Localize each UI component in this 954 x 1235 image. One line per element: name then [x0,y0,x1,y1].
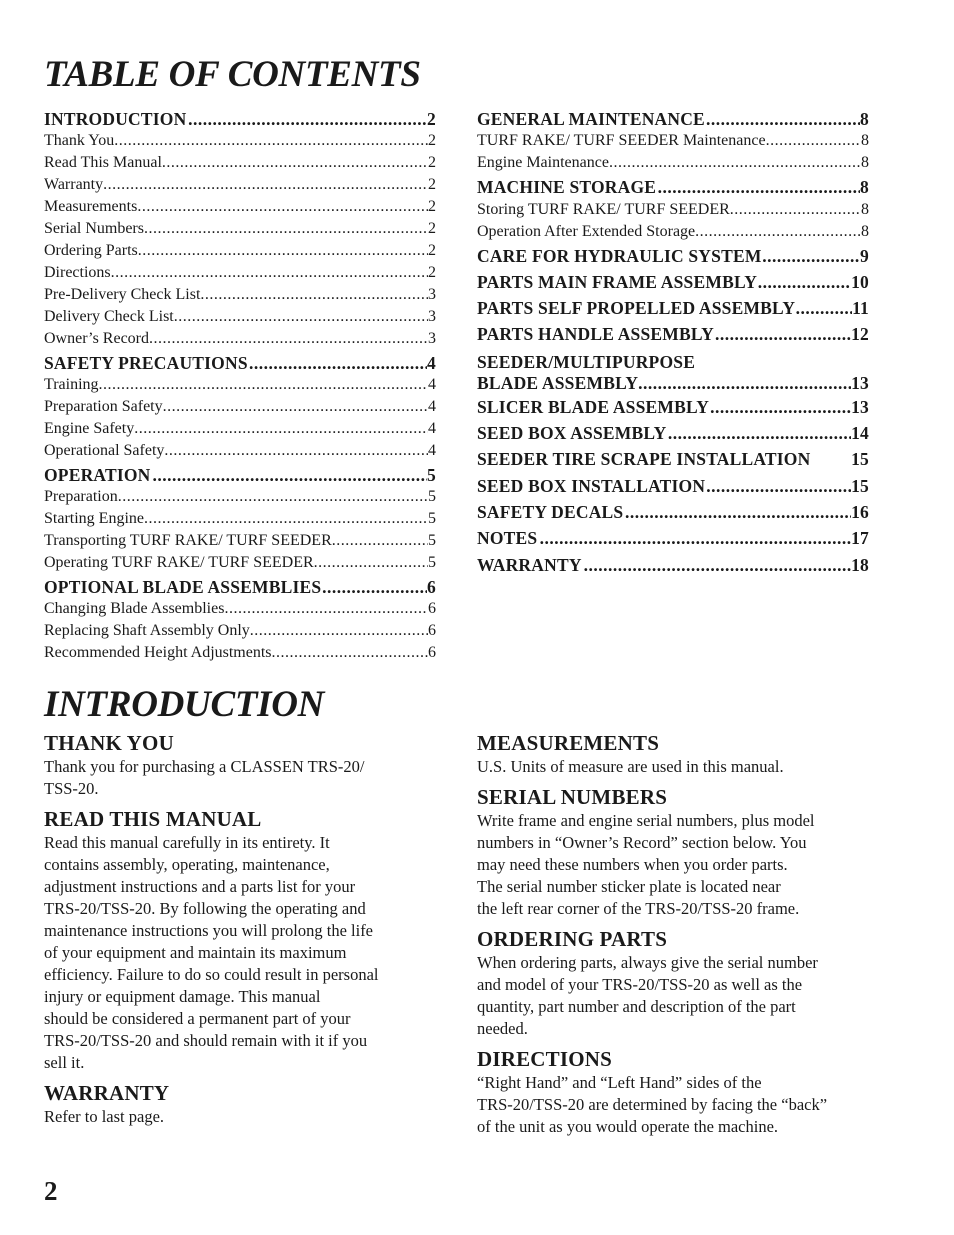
read-manual-text [44,832,444,1074]
measurements-heading: MEASUREMENTS [477,731,660,755]
toc-entry-page: 13 [851,372,869,393]
toc-entry-label: Training [44,376,99,393]
toc-leader-dots [332,530,428,552]
text-line: TRS-20/TSS-20 are determined by facing the “back” [477,1095,828,1114]
toc-entry-page: 10 [851,271,869,292]
toc-entry-page: 11 [852,298,869,319]
toc-entry-label: Engine Maintenance [477,154,609,172]
toc-leader-dots [762,243,860,269]
toc-entry-label: Preparation Safety [44,398,163,415]
toc-leader-dots [134,418,428,440]
text-line: and model of your TRS-20/TSS-20 as well as the [477,975,803,994]
toc-entry [477,130,869,152]
toc-entry [44,418,436,440]
toc-leader-dots [224,598,428,620]
text-line: TSS-20. [44,779,99,798]
toc-entry [44,328,436,350]
toc-entry-page: 14 [851,423,869,444]
toc-entry-label: Starting Engine [44,510,144,527]
toc-entry [477,525,869,551]
toc-entry-label: PARTS HANDLE ASSEMBLY [477,324,714,345]
toc-entry-label: SLICER BLADE ASSEMBLY [477,396,710,417]
toc-leader-dots [200,284,428,306]
toc-leader-dots [250,620,428,642]
toc-entry-page: 6 [428,622,436,639]
toc-entry-label: PARTS MAIN FRAME ASSEMBLY [477,271,758,292]
ordering-parts-heading: ORDERING PARTS [477,927,668,951]
toc-entry-page: 4 [428,442,436,459]
toc-entry [44,462,436,488]
toc-entry-label: SEED BOX INSTALLATION [477,475,706,496]
measurements-text [477,756,877,778]
toc-entry-label: TURF RAKE/ TURF SEEDER Maintenance [477,132,766,150]
toc-entry-page: 5 [428,532,436,549]
toc-entry [477,106,869,132]
toc-entry-page: 5 [428,554,436,571]
toc-entry-label: OPERATION [44,465,151,485]
text-line: adjustment instructions and a parts list for your [44,877,356,896]
toc-entry-label: SEEDER TIRE SCRAPE INSTALLATION [477,449,811,470]
text-line: sell it. [44,1053,85,1072]
thank-you-section [44,730,444,800]
text-line: numbers in “Owner’s Record” section below. You [477,833,807,852]
text-line: quantity, part number and description of the part [477,997,796,1016]
toc-entry [44,174,436,196]
toc-entry [44,486,436,508]
toc-entry-label: Recommended Height Adjustments [44,644,272,661]
intro-right-column [477,730,877,1142]
toc-entry [44,306,436,328]
toc-entry [44,106,436,132]
toc-entry-label: Directions [44,264,111,281]
toc-entry [477,473,869,499]
toc-entry [477,420,869,446]
toc-leader-dots [706,106,860,132]
measurements-section [477,730,877,778]
toc-entry-page: 18 [851,554,869,575]
toc-entry-label: Serial Numbers [44,220,144,237]
serial-numbers-text [477,810,877,920]
toc-leader-dots [638,373,851,394]
toc-leader-dots [103,174,428,196]
toc-entry-page: 15 [851,449,869,470]
toc-leader-dots [144,218,428,240]
toc-entry-label: Operation After Extended Storage [477,222,696,240]
directions-section [477,1046,877,1138]
text-line: Write frame and engine serial numbers, plus model [477,811,815,830]
directions-heading: DIRECTIONS [477,1047,613,1071]
toc-leader-dots [138,240,428,262]
toc-leader-dots [118,486,428,508]
toc-right-column [477,106,869,578]
read-manual-section [44,806,444,1074]
text-line: needed. [477,1019,528,1038]
toc-entry [44,642,436,664]
toc-entry-page: 8 [860,109,869,129]
toc-leader-dots [796,295,852,321]
toc-entry-page: 2 [428,154,436,171]
ordering-parts-section [477,926,877,1040]
thank-you-text [44,756,444,800]
toc-entry [477,152,869,174]
toc-leader-dots [272,642,428,664]
text-line: should be considered a permanent part of your [44,1009,351,1028]
toc-entry-label: Changing Blade Assemblies [44,600,225,617]
toc-entry-label: WARRANTY [477,554,582,575]
toc-entry [44,284,436,306]
toc-entry-page: 4 [427,353,436,373]
toc-leader-dots [658,174,860,200]
directions-text [477,1072,877,1138]
toc-entry [44,196,436,218]
toc-entry [477,243,869,269]
toc-leader-dots [715,321,851,347]
toc-entry-page: 8 [861,200,869,218]
toc-leader-dots [163,396,428,418]
text-line: the left rear corner of the TRS-20/TSS-20 frame. [477,899,800,918]
toc-entry-page: 3 [428,286,436,303]
read-manual-heading: READ THIS MANUAL [44,807,262,831]
toc-entry-label: Engine Safety [44,420,135,437]
text-line: efficiency. Failure to do so could result in personal [44,965,379,984]
toc-entry-page: 13 [851,396,869,417]
toc-entry [477,499,869,525]
toc-entry-label: Storing TURF RAKE/ TURF SEEDER [477,200,730,218]
toc-entry-page: 9 [860,245,869,266]
toc-entry [477,552,869,578]
toc-entry [477,394,869,420]
toc-entry-label: Read This Manual [44,154,162,171]
toc-entry-label: Pre-Delivery Check List [44,286,201,303]
toc-leader-dots [758,269,851,295]
ordering-parts-text [477,952,877,1040]
toc-entry [477,174,869,200]
toc-entry-page: 15 [851,475,869,496]
toc-leader-dots [540,525,852,551]
toc-entry [44,152,436,174]
toc-entry-page: 3 [428,330,436,347]
toc-entry [44,440,436,462]
toc-leader-dots [164,440,428,462]
toc-entry-page: 16 [851,501,869,522]
toc-entry-label-top: SEEDER/MULTIPURPOSE [477,351,696,372]
toc-entry-page: 2 [428,132,436,149]
toc-entry-page: 2 [428,176,436,193]
serial-numbers-section [477,784,877,920]
toc-entry-label: Warranty [44,176,104,193]
text-line: of your equipment and maintain its maximum [44,943,347,962]
toc-entry-page: 5 [428,488,436,505]
toc-entry-page: 2 [428,264,436,281]
toc-entry-page: 8 [861,222,869,240]
toc-entry [44,620,436,642]
toc-entry-label: Operational Safety [44,442,165,459]
text-line: Refer to last page. [44,1107,165,1126]
toc-entry-label: Replacing Shaft Assembly Only [44,622,250,639]
warranty-heading: WARRANTY [44,1081,170,1105]
toc-leader-dots [706,473,851,499]
toc-entry-label: SEED BOX ASSEMBLY [477,423,667,444]
toc-entry-page: 4 [428,420,436,437]
toc-entry-page: 17 [851,528,869,549]
toc-entry-page: 2 [428,198,436,215]
toc-entry-page: 2 [428,242,436,259]
toc-entry-label: Preparation [44,488,118,505]
toc-entry [44,130,436,152]
toc-leader-dots [710,394,851,420]
toc-entry-page: 6 [427,577,436,597]
toc-entry [477,446,869,472]
toc-leader-dots [322,574,427,600]
toc-entry-label: Measurements [44,198,138,215]
warranty-text [44,1106,444,1128]
text-line: U.S. Units of measure are used in this manual. [477,757,784,776]
toc-entry [44,396,436,418]
toc-leader-dots [137,196,428,218]
toc-entry-label: BLADE ASSEMBLY [477,372,639,393]
toc-entry [44,552,436,574]
toc-entry-label: MACHINE STORAGE [477,177,657,198]
text-line: injury or equipment damage. This manual [44,987,321,1006]
toc-entry-label: Operating TURF RAKE/ TURF SEEDER [44,554,314,571]
toc-entry-label: Transporting TURF RAKE/ TURF SEEDER [44,532,332,549]
toc-entry [477,348,869,394]
toc-entry-page: 5 [428,510,436,527]
toc-entry-label: SAFETY DECALS [477,501,624,522]
text-line: “Right Hand” and “Left Hand” sides of the [477,1073,762,1092]
toc-entry-label: Owner’s Record [44,330,150,347]
toc-entry [44,508,436,530]
toc-leader-dots [111,262,428,284]
toc-entry-label: Delivery Check List [44,308,174,325]
toc-leader-dots [152,462,427,488]
toc-leader-dots [625,499,851,525]
toc-entry-label: SAFETY PRECAUTIONS [44,353,248,373]
toc-entry-page: 5 [427,465,436,485]
text-line: of the unit as you would operate the machine. [477,1117,779,1136]
toc-entry-label: INTRODUCTION [44,109,187,129]
toc-leader-dots [144,508,428,530]
text-line: TRS-20/TSS-20. By following the operating and [44,899,366,918]
toc-entry [44,240,436,262]
toc-entry [44,218,436,240]
toc-entry-page: 6 [428,600,436,617]
toc-leader-dots [99,374,428,396]
text-line: TRS-20/TSS-20 and should remain with it if you [44,1031,368,1050]
text-line: When ordering parts, always give the serial number [477,953,818,972]
toc-leader-dots [609,152,861,174]
toc-leader-dots [314,552,428,574]
toc-leader-dots [162,152,428,174]
toc-entry-label: Thank You [44,132,115,149]
toc-entry-page: 4 [428,398,436,415]
toc-entry-label: CARE FOR HYDRAULIC SYSTEM [477,245,762,266]
warranty-section [44,1080,444,1128]
thank-you-heading: THANK YOU [44,731,174,755]
toc-entry-page: 3 [428,308,436,325]
toc-leader-dots [766,130,861,152]
toc-entry-label: PARTS SELF PROPELLED ASSEMBLY [477,298,796,319]
intro-left-column [44,730,444,1132]
toc-leader-dots [114,130,428,152]
toc-entry-page: 8 [861,154,869,172]
toc-leader-dots [730,199,861,221]
toc-entry-label: Ordering Parts [44,242,138,259]
toc-entry-label: NOTES [477,528,538,549]
toc-leader-dots [188,106,427,132]
toc-left-column [44,106,436,664]
toc-entry-page: 2 [428,220,436,237]
toc-entry-page: 8 [860,177,869,198]
toc-entry [477,321,869,347]
toc-entry-page: 2 [427,109,436,129]
toc-entry-page: 12 [851,324,869,345]
text-line: Thank you for purchasing a CLASSEN TRS-20/ [44,757,365,776]
text-line: may need these numbers when you order parts. [477,855,788,874]
toc-leader-dots [668,420,851,446]
toc-entry [477,221,869,243]
toc-entry-page: 6 [428,644,436,661]
text-line: The serial number sticker plate is located near [477,877,781,896]
toc-entry-label: OPTIONAL BLADE ASSEMBLIES [44,577,322,597]
toc-leader-dots [149,328,428,350]
toc-entry [477,269,869,295]
toc-entry-page: 4 [428,376,436,393]
text-line: maintenance instructions you will prolong the life [44,921,374,940]
toc-entry [44,262,436,284]
toc-entry [44,530,436,552]
page-number: 2 [44,1176,58,1206]
text-line: Read this manual carefully in its entirety. It [44,833,330,852]
serial-numbers-heading: SERIAL NUMBERS [477,785,668,809]
toc-entry [44,374,436,396]
text-line: contains assembly, operating, maintenance, [44,855,330,874]
introduction-title: INTRODUCTION [44,684,325,725]
toc-entry [44,350,436,376]
toc-leader-dots [695,221,861,243]
toc-entry [477,199,869,221]
toc-entry-label: GENERAL MAINTENANCE [477,109,705,129]
toc-entry [44,598,436,620]
toc-leader-dots [174,306,428,328]
toc-entry [477,295,869,321]
toc-entry [44,574,436,600]
toc-title: TABLE OF CONTENTS [44,54,421,95]
toc-leader-dots [249,350,427,376]
toc-leader-dots [584,552,852,578]
toc-entry-page: 8 [861,132,869,150]
